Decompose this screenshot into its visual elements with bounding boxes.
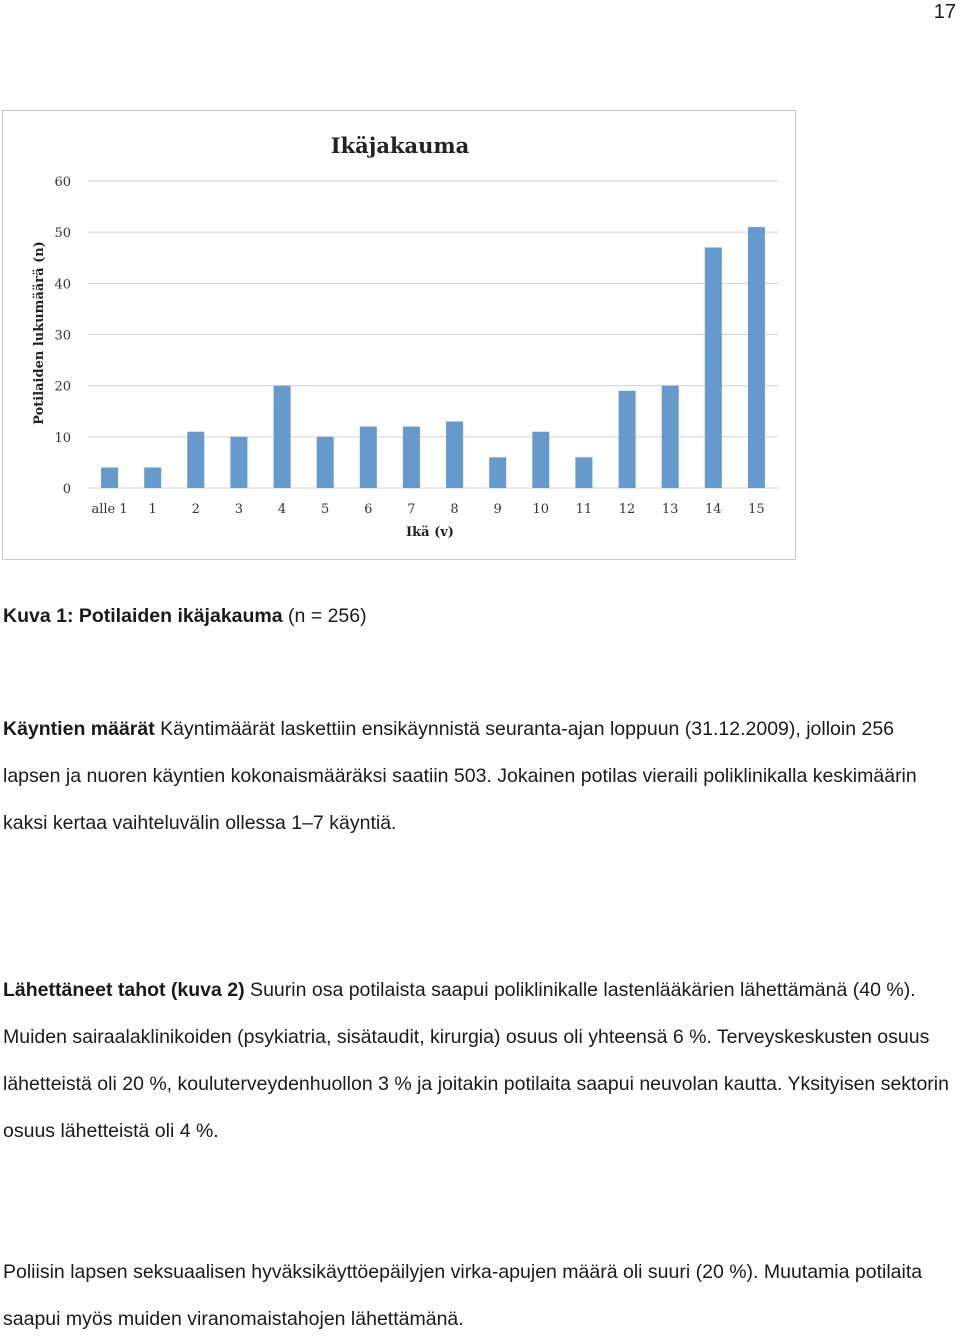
paragraph-visits bbox=[3, 706, 953, 847]
x-tick-label: alle 1 bbox=[91, 502, 128, 517]
paragraph-referrals bbox=[3, 967, 953, 1155]
x-tick-label: 1 bbox=[148, 502, 157, 517]
x-tick-label: 14 bbox=[705, 502, 722, 517]
bar-3 bbox=[230, 437, 247, 488]
x-tick-label: 10 bbox=[532, 502, 550, 517]
paragraph-text: Poliisin lapsen seksuaalisen hyväksikäyttöepäilyjen virka-apujen määrä oli suuri (20 %). Muutamia potilaita saapui myös muiden viranomaistahojen lähettämänä. bbox=[3, 1261, 923, 1330]
y-tick-label: 50 bbox=[54, 226, 71, 242]
y-tick-label: 30 bbox=[54, 328, 71, 344]
paragraph-text: Suurin osa potilaista saapui poliklinikalle lastenlääkärien lähettämänä (40 %). Muiden sairaalaklinikoiden (psykiatria, sisätaudit, kirurgia) osuus oli yhteensä 6 %. Terveyskeskusten osuus lähetteistä oli 20 %, kouluterveydenhuollon 3 % ja joitakin potilaita saapui neuvolan kautta. Yksityisen sektorin osuus lähetteistä oli 4 %. bbox=[3, 979, 949, 1142]
page-number: 17 bbox=[933, 1, 956, 23]
bar-1 bbox=[144, 468, 161, 489]
age-distribution-chart bbox=[2, 110, 796, 560]
x-tick-label: 4 bbox=[277, 502, 287, 517]
paragraph-text: Käyntimäärät laskettiin ensikäynnistä seuranta-ajan loppuun (31.12.2009), jolloin 256 lapsen ja nuoren käyntien kokonaismääräksi saatiin 503. Jokainen potilas vieraili poliklinikalla keskimäärin kaksi kertaa vaihteluvälin ollessa 1–7 käyntiä. bbox=[3, 718, 917, 834]
caption-label: Kuva 1: Potilaiden ikäjakauma bbox=[3, 605, 283, 627]
x-tick-label: 11 bbox=[575, 502, 593, 517]
y-tick-label: 60 bbox=[54, 175, 71, 190]
paragraph-heading: Käyntien määrät bbox=[3, 718, 155, 740]
bar-11 bbox=[575, 457, 592, 488]
bar-9 bbox=[489, 457, 506, 488]
x-tick-label: 15 bbox=[748, 502, 765, 517]
x-tick-label: 12 bbox=[618, 502, 636, 517]
bar-10 bbox=[532, 432, 549, 488]
x-axis-ticks bbox=[91, 502, 764, 517]
bar-8 bbox=[446, 422, 463, 489]
x-tick-label: 5 bbox=[321, 502, 330, 517]
y-tick-label: 20 bbox=[54, 379, 71, 395]
bar-alle-1 bbox=[101, 468, 118, 489]
y-tick-label: 40 bbox=[54, 277, 71, 293]
bars bbox=[101, 227, 765, 488]
bar-4 bbox=[274, 386, 291, 488]
x-tick-label: 7 bbox=[407, 502, 416, 517]
bar-7 bbox=[403, 427, 420, 488]
chart-canvas bbox=[3, 111, 797, 561]
bar-6 bbox=[360, 427, 377, 488]
y-tick-label: 0 bbox=[62, 482, 71, 497]
x-tick-label: 6 bbox=[364, 502, 373, 517]
x-tick-label: 3 bbox=[234, 502, 244, 517]
x-tick-label: 9 bbox=[493, 502, 502, 517]
bar-15 bbox=[748, 227, 765, 488]
bar-5 bbox=[317, 437, 334, 488]
caption-text: (n = 256) bbox=[282, 605, 367, 627]
x-tick-label: 8 bbox=[450, 502, 459, 517]
bar-14 bbox=[705, 248, 722, 489]
paragraph-heading: Lähettäneet tahot (kuva 2) bbox=[3, 979, 245, 1001]
bar-12 bbox=[619, 391, 636, 488]
y-tick-label: 10 bbox=[54, 430, 71, 446]
y-axis-label: Potilaiden lukumäärä (n) bbox=[32, 241, 47, 425]
bar-13 bbox=[662, 386, 679, 488]
x-axis-label: Ikä (v) bbox=[406, 525, 454, 540]
figure-caption bbox=[3, 593, 953, 639]
bar-2 bbox=[187, 432, 204, 488]
x-tick-label: 13 bbox=[661, 502, 679, 517]
y-axis-ticks bbox=[54, 175, 71, 497]
chart-title: Ikäjakauma bbox=[330, 133, 470, 158]
x-tick-label: 2 bbox=[191, 502, 200, 517]
paragraph-police bbox=[3, 1249, 953, 1343]
